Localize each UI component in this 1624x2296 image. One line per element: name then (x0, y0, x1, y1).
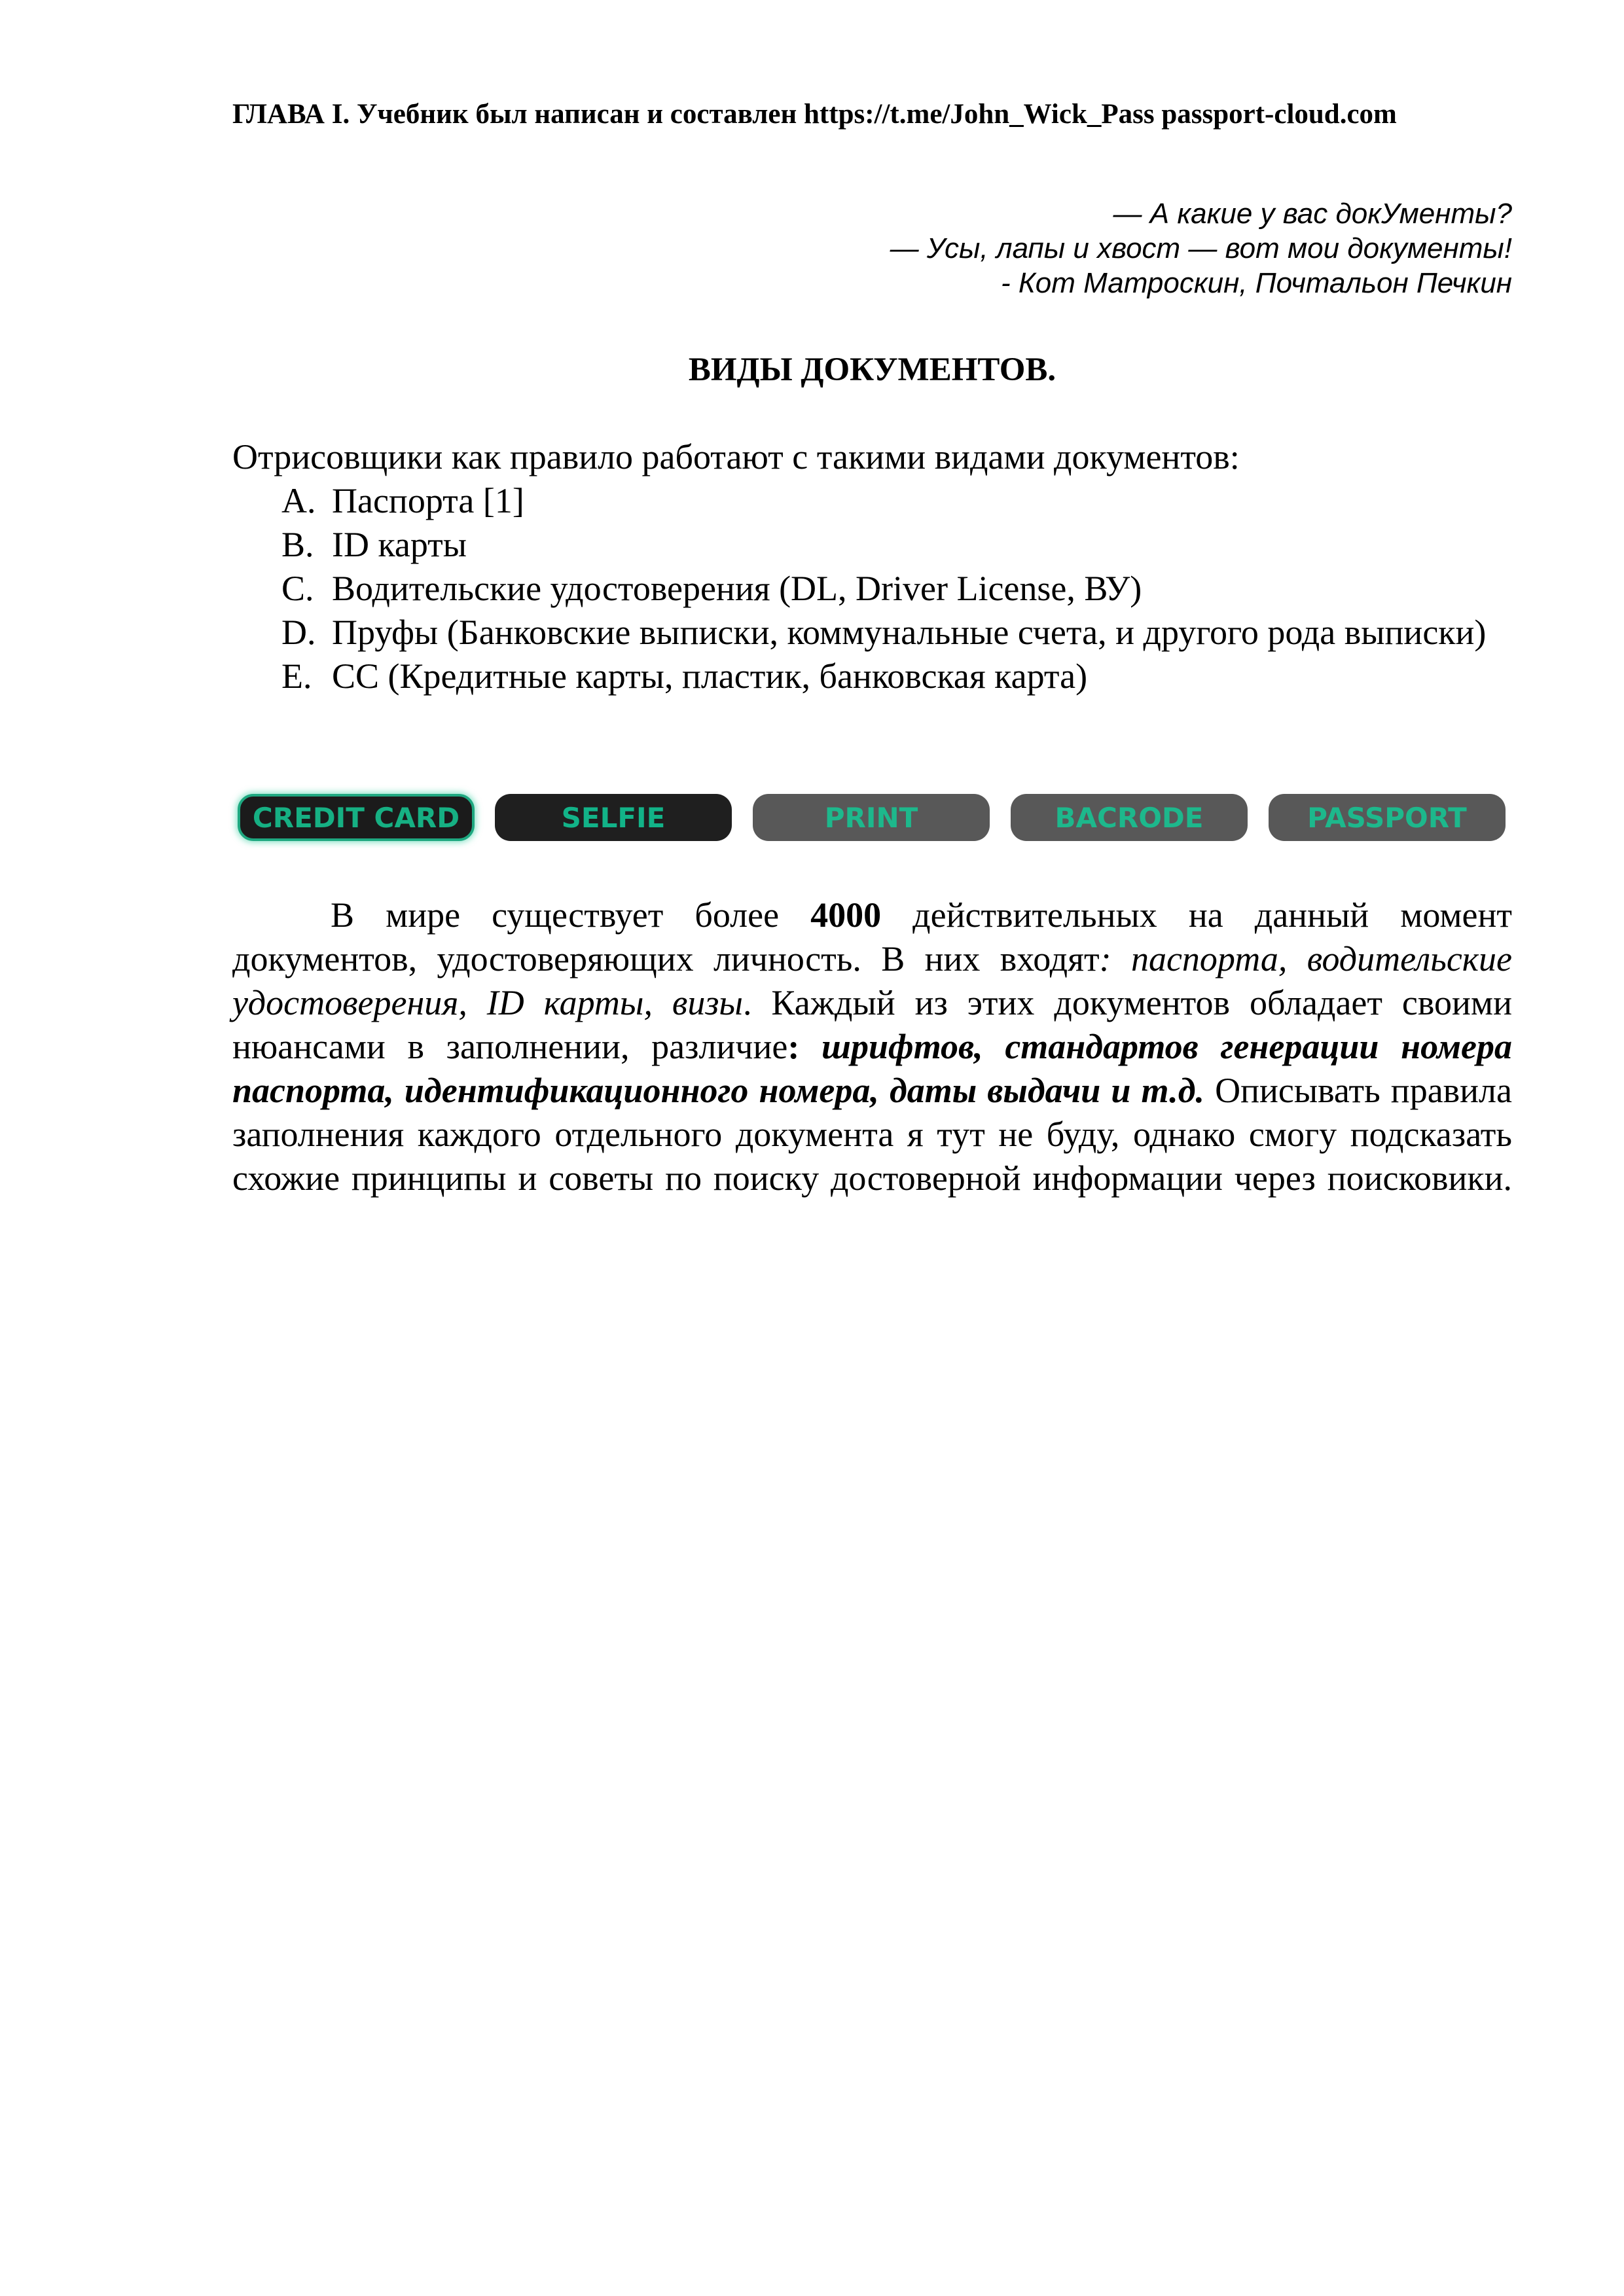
paragraph-text: В мире существует более (331, 895, 811, 935)
body-paragraph (232, 893, 1512, 1200)
list-item-text: Пруфы (Банковские выписки, коммунальные счета, и другого рода выписки) (332, 613, 1487, 652)
list-item (232, 655, 1512, 698)
section-title: ВИДЫ ДОКУМЕНТОВ. (688, 351, 1056, 388)
epigraph-attribution: - Кот Матроскин, Почтальон Печкин (1000, 267, 1512, 299)
document-category-tabs (238, 794, 1512, 842)
document-examples: паспорта, водительские удостоверения, ID карты, визы (232, 939, 1513, 1022)
tab-passport[interactable]: PASSPORT (1269, 794, 1506, 841)
running-header: ГЛАВА I. Учебник был написан и составлен https://t.me/John_Wick_Pass passport-cloud.com (232, 99, 1397, 130)
tab-print[interactable]: PRINT (753, 794, 990, 841)
list-item (232, 611, 1512, 655)
list-marker: A. (281, 481, 316, 520)
list-item-text: ID карты (332, 525, 467, 564)
document-types-list (232, 479, 1512, 698)
document-page (232, 0, 1512, 2296)
list-item-text: Паспорта [1] (332, 481, 524, 520)
list-item-text: CC (Кредитные карты, пластик, банковская карта) (332, 656, 1088, 696)
paragraph-text: действительных на данный момент документов, удостоверяющих личность. В них входят (232, 895, 1512, 978)
document-count: 4000 (810, 895, 882, 935)
differences-list: шрифтов, стандартов генерации номера паспорта, идентификационного номера, даты выдачи и т.д. (232, 1027, 1512, 1110)
list-item (232, 479, 1512, 523)
list-item-text: Водительские удостоверения (DL, Driver License, ВУ) (332, 569, 1142, 608)
tab-credit-card[interactable]: CREDIT CARD (238, 794, 475, 841)
tab-selfie[interactable]: SELFIE (495, 794, 732, 841)
epigraph (232, 196, 1512, 300)
list-marker: B. (281, 525, 314, 564)
paragraph-colon: : (787, 1027, 822, 1066)
paragraph-colon: : (1099, 939, 1131, 978)
paragraph-text: . Каждый из этих документов обладает своими нюансами в заполнении, различие (232, 983, 1512, 1066)
epigraph-line: — А какие у вас докУменты? (1113, 198, 1512, 230)
list-item (232, 567, 1512, 611)
paragraph-text: Описывать правила заполнения каждого отдельного документа я тут не буду, однако смогу подсказать схожие принципы и советы по поиску достоверной информации через поисковики. (232, 1071, 1512, 1198)
list-marker: E. (281, 656, 312, 696)
intro-sentence: Отрисовщики как правило работают с такими видами документов: (232, 437, 1240, 476)
list-marker: D. (281, 613, 316, 652)
list-item (232, 523, 1512, 567)
epigraph-line: — Усы, лапы и хвост — вот мои документы! (890, 232, 1512, 264)
list-marker: C. (281, 569, 314, 608)
tab-barcode[interactable]: BACRODE (1011, 794, 1248, 841)
